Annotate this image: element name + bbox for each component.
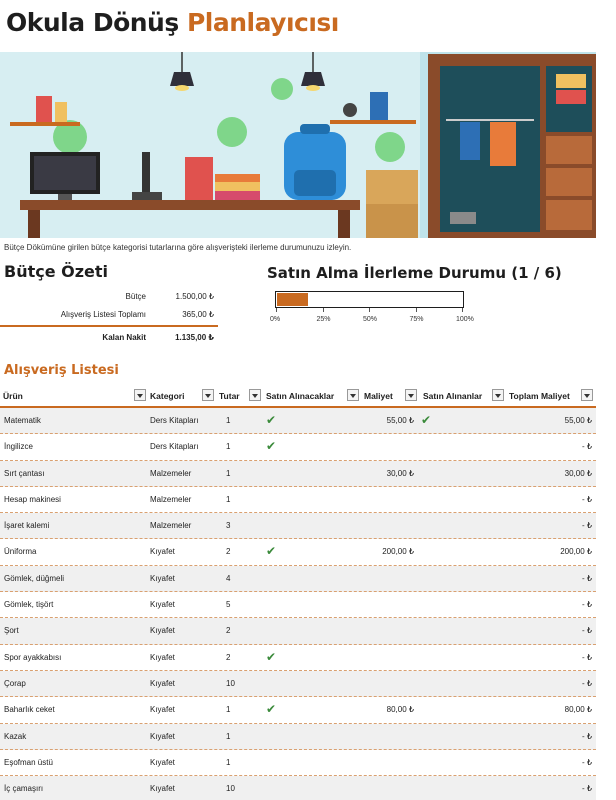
total-cost-cell: 80,00 ₺ xyxy=(564,705,592,715)
table-row[interactable] xyxy=(0,645,596,671)
category-cell: Kıyafet xyxy=(150,757,175,767)
progress-axis-label: 25% xyxy=(316,316,331,323)
cost-cell: 80,00 ₺ xyxy=(386,705,414,715)
column-header-cost: Maliyet xyxy=(364,391,393,401)
shopping-list-table xyxy=(0,408,596,800)
total-cost-cell: - ₺ xyxy=(582,442,592,452)
quantity-cell: 3 xyxy=(226,521,231,531)
remaining-cash-value: 1.135,00 ₺ xyxy=(175,333,214,342)
total-cost-cell: - ₺ xyxy=(582,600,592,610)
check-icon: ✔ xyxy=(266,439,277,454)
category-cell: Kıyafet xyxy=(150,705,175,715)
filter-dropdown-icon[interactable] xyxy=(492,389,504,401)
budget-divider xyxy=(0,325,218,327)
total-cost-cell: - ₺ xyxy=(582,494,592,504)
quantity-cell: 2 xyxy=(226,652,231,662)
item-cell: Kazak xyxy=(4,731,27,741)
table-row[interactable] xyxy=(0,671,596,697)
filter-dropdown-icon[interactable] xyxy=(249,389,261,401)
page-title-part1: Okula Dönüş xyxy=(6,8,187,37)
category-cell: Malzemeler xyxy=(150,494,192,504)
check-icon: ✔ xyxy=(266,544,277,559)
filter-dropdown-icon[interactable] xyxy=(347,389,359,401)
item-cell: Gömlek, düğmeli xyxy=(4,573,65,583)
shopping-total-value: 365,00 ₺ xyxy=(182,310,214,319)
check-icon: ✔ xyxy=(266,702,277,717)
cost-cell: 55,00 ₺ xyxy=(386,416,414,425)
quantity-cell: 1 xyxy=(226,757,231,767)
category-cell: Kıyafet xyxy=(150,573,175,583)
shopping-total-row xyxy=(0,310,216,324)
total-cost-cell: - ₺ xyxy=(582,731,592,741)
page-title xyxy=(6,8,339,37)
column-header-total-cost: Toplam Maliyet xyxy=(509,391,570,401)
item-cell: Spor ayakkabısı xyxy=(4,652,62,662)
progress-axis-label: 50% xyxy=(363,316,378,323)
category-cell: Kıyafet xyxy=(150,678,175,688)
column-header-bought: Satın Alınanlar xyxy=(423,391,483,401)
table-header xyxy=(0,386,596,408)
item-cell: İşaret kalemi xyxy=(4,521,50,531)
quantity-cell: 1 xyxy=(226,494,231,504)
table-row[interactable] xyxy=(0,434,596,460)
check-icon: ✔ xyxy=(421,413,432,427)
table-row[interactable] xyxy=(0,724,596,750)
category-cell: Kıyafet xyxy=(150,731,175,741)
filter-dropdown-icon[interactable] xyxy=(405,389,417,401)
category-cell: Malzemeler xyxy=(150,468,192,478)
quantity-cell: 1 xyxy=(226,468,231,478)
quantity-cell: 10 xyxy=(226,784,235,794)
filter-dropdown-icon[interactable] xyxy=(202,389,214,401)
item-cell: Çorap xyxy=(4,678,26,688)
cost-cell: 200,00 ₺ xyxy=(382,547,414,557)
total-cost-cell: - ₺ xyxy=(582,521,592,531)
progress-axis-label: 0% xyxy=(270,316,281,323)
check-icon: ✔ xyxy=(266,413,277,427)
category-cell: Ders Kitapları xyxy=(150,442,199,452)
progress-axis-label: 100% xyxy=(456,316,474,323)
item-cell: Şort xyxy=(4,626,19,636)
cost-cell: 30,00 ₺ xyxy=(386,468,414,478)
table-row[interactable] xyxy=(0,408,596,434)
column-header-to-buy: Satın Alınacaklar xyxy=(266,391,335,401)
shopping-total-label: Alışveriş Listesi Toplamı xyxy=(60,310,146,319)
item-cell: Baharlık ceket xyxy=(4,705,55,715)
budget-value[interactable]: 1.500,00 ₺ xyxy=(175,292,214,301)
category-cell: Kıyafet xyxy=(150,547,175,557)
category-cell: Kıyafet xyxy=(150,600,175,610)
quantity-cell: 4 xyxy=(226,573,231,583)
quantity-cell: 10 xyxy=(226,678,235,688)
table-row[interactable] xyxy=(0,750,596,776)
progress-axis-tick xyxy=(323,308,324,312)
item-cell: Hesap makinesi xyxy=(4,494,61,504)
total-cost-cell: - ₺ xyxy=(582,678,592,688)
item-cell: İç çamaşırı xyxy=(4,784,44,794)
table-row[interactable] xyxy=(0,776,596,800)
table-row[interactable] xyxy=(0,461,596,487)
quantity-cell: 5 xyxy=(226,600,231,610)
progress-heading: Satın Alma İlerleme Durumu (1 / 6) xyxy=(267,264,562,282)
item-cell: Eşofman üstü xyxy=(4,757,53,767)
remaining-cash-label: Kalan Nakit xyxy=(102,333,146,342)
table-row[interactable] xyxy=(0,539,596,565)
filter-dropdown-icon[interactable] xyxy=(134,389,146,401)
progress-axis-label: 75% xyxy=(409,316,424,323)
table-row[interactable] xyxy=(0,592,596,618)
filter-dropdown-icon[interactable] xyxy=(581,389,593,401)
table-row[interactable] xyxy=(0,513,596,539)
category-cell: Malzemeler xyxy=(150,521,192,531)
total-cost-cell: 200,00 ₺ xyxy=(560,547,592,557)
quantity-cell: 1 xyxy=(226,731,231,741)
table-row[interactable] xyxy=(0,618,596,644)
table-row[interactable] xyxy=(0,566,596,592)
item-cell: Matematik xyxy=(4,416,41,425)
item-cell: İngilizce xyxy=(4,442,33,452)
progress-axis-tick xyxy=(369,308,370,312)
item-cell: Sırt çantası xyxy=(4,468,45,478)
subtitle: Bütçe Dökümüne girilen bütçe kategorisi tutarlarına göre alışverişteki ilerleme durumunuzu izleyin. xyxy=(4,243,352,252)
progress-axis-tick xyxy=(462,308,463,312)
item-cell: Üniforma xyxy=(4,547,37,557)
category-cell: Kıyafet xyxy=(150,652,175,662)
shopping-list-heading: Alışveriş Listesi xyxy=(4,363,119,378)
column-header-quantity: Tutar xyxy=(219,391,240,401)
item-cell: Gömlek, tişört xyxy=(4,600,54,610)
total-cost-cell: - ₺ xyxy=(582,626,592,636)
total-cost-cell: - ₺ xyxy=(582,784,592,794)
total-cost-cell: - ₺ xyxy=(582,757,592,767)
progress-bar-fill xyxy=(277,293,308,306)
total-cost-cell: - ₺ xyxy=(582,573,592,583)
budget-summary-heading: Bütçe Özeti xyxy=(4,262,109,281)
category-cell: Kıyafet xyxy=(150,626,175,636)
progress-axis-tick xyxy=(276,308,277,312)
total-cost-cell: 55,00 ₺ xyxy=(564,416,592,425)
column-header-category: Kategori xyxy=(150,391,185,401)
budget-row xyxy=(0,292,216,306)
page-title-part2: Planlayıcısı xyxy=(186,8,339,37)
quantity-cell: 2 xyxy=(226,547,231,557)
remaining-cash-row xyxy=(0,333,216,347)
column-header-item: Ürün xyxy=(3,391,23,401)
header-illustration xyxy=(0,52,596,238)
table-row[interactable] xyxy=(0,487,596,513)
budget-label: Bütçe xyxy=(125,292,146,301)
total-cost-cell: - ₺ xyxy=(582,652,592,662)
quantity-cell: 1 xyxy=(226,442,231,452)
progress-axis-tick xyxy=(416,308,417,312)
category-cell: Ders Kitapları xyxy=(150,416,199,425)
table-row[interactable] xyxy=(0,697,596,723)
progress-bar xyxy=(275,291,464,308)
total-cost-cell: 30,00 ₺ xyxy=(564,468,592,478)
category-cell: Kıyafet xyxy=(150,784,175,794)
quantity-cell: 1 xyxy=(226,416,231,425)
quantity-cell: 2 xyxy=(226,626,231,636)
quantity-cell: 1 xyxy=(226,705,231,715)
check-icon: ✔ xyxy=(266,649,277,664)
